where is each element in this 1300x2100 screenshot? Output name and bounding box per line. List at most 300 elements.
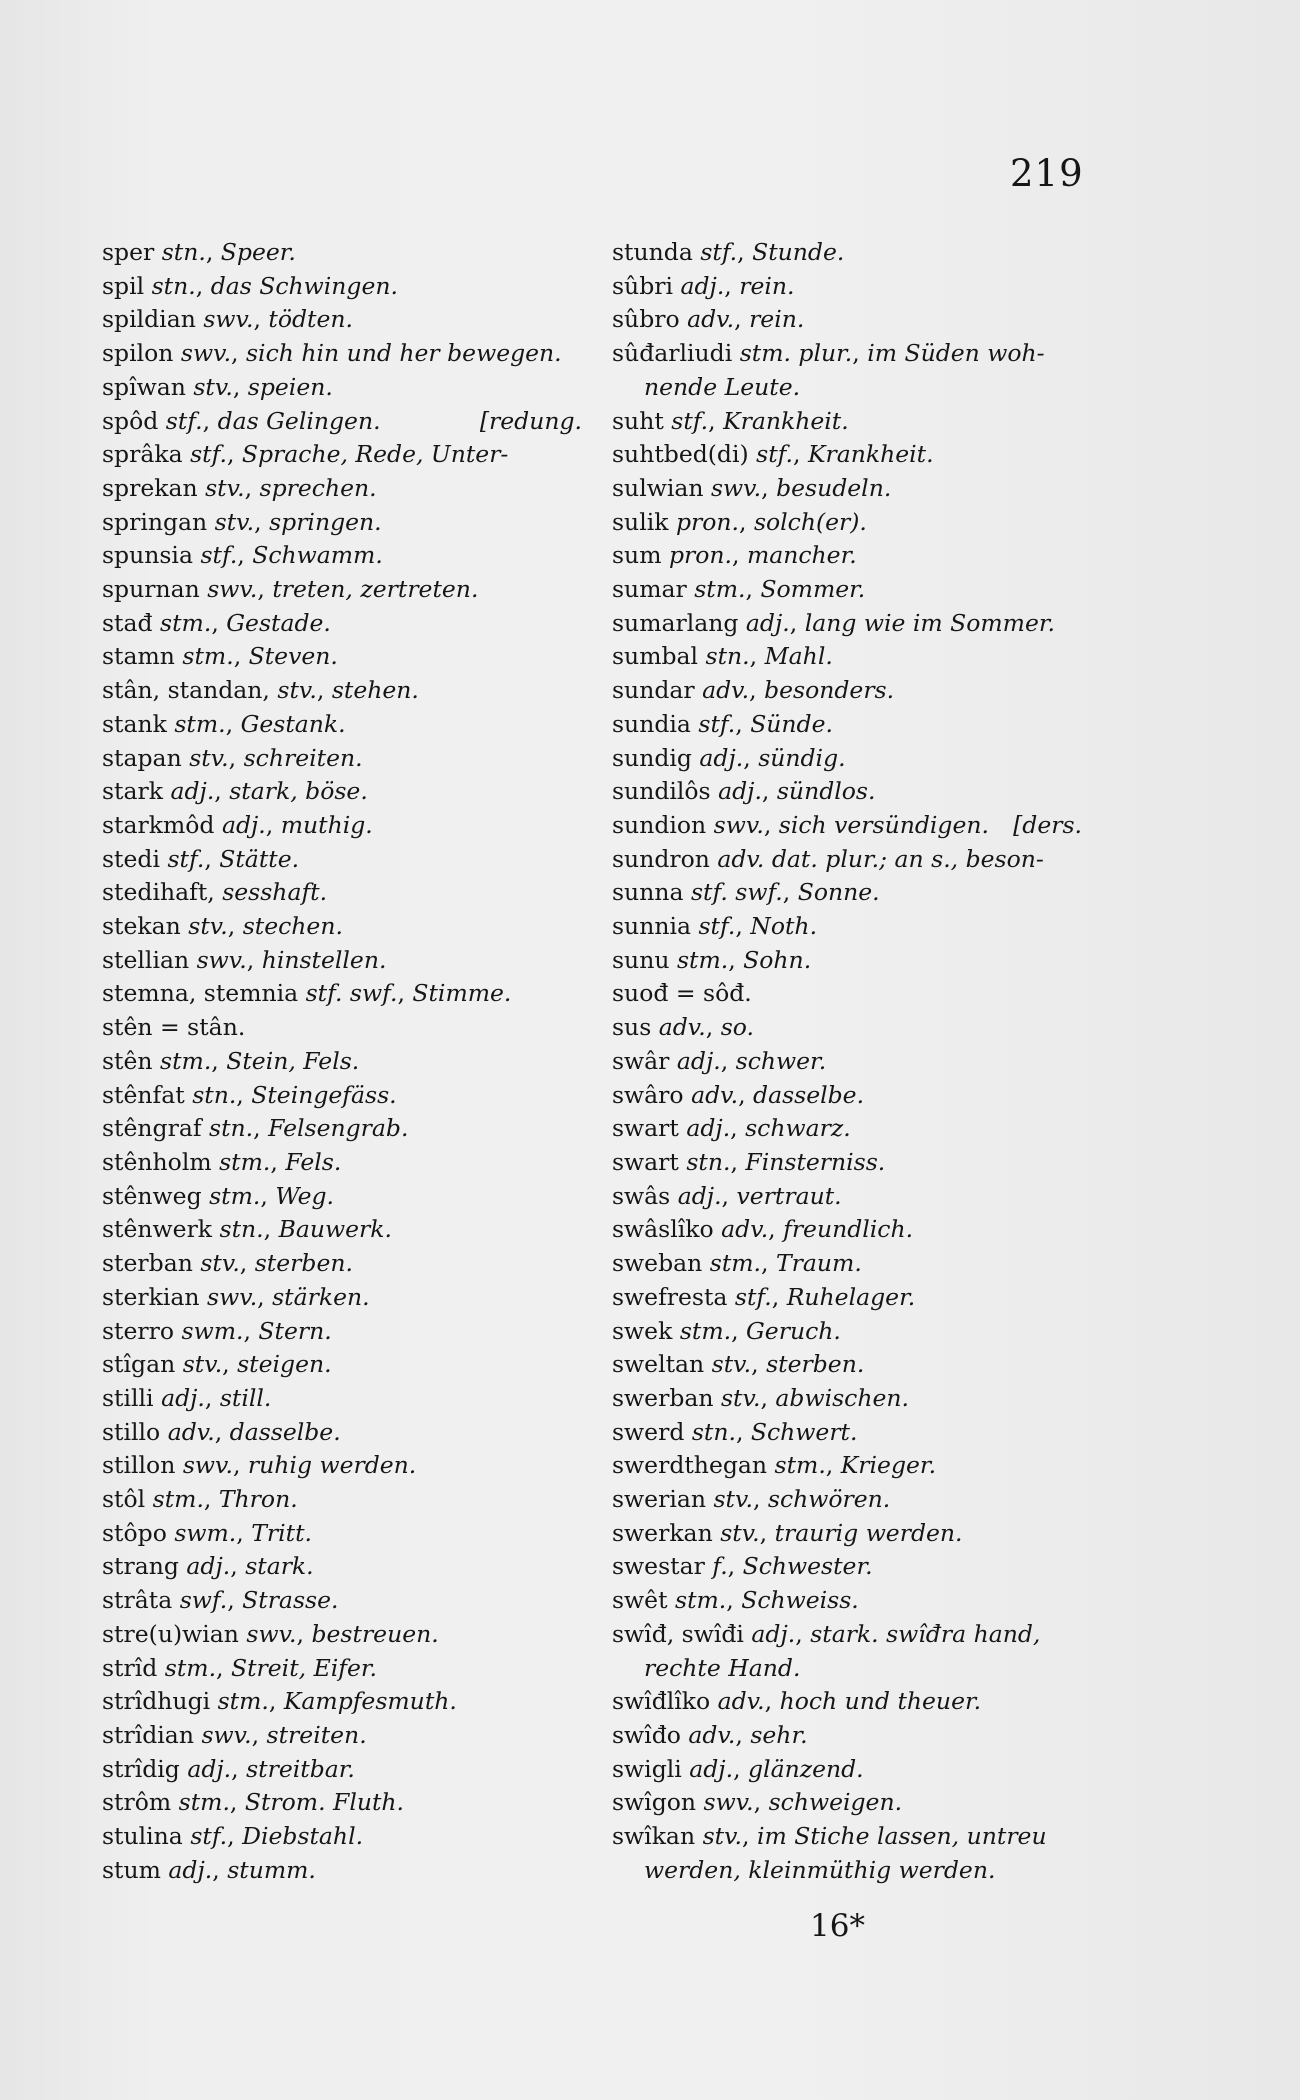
left-column [102, 236, 582, 1887]
entry-grammar: stf. [165, 406, 203, 435]
entry-headword: swart [612, 1114, 679, 1143]
entry-gloss: rein. [749, 305, 805, 334]
entry-gloss: freundlich. [783, 1215, 914, 1244]
entry-grammar: adj. [168, 1855, 213, 1884]
entry-headword: sundron [612, 844, 710, 873]
dictionary-entry: stân, standan, stv., stehen. [102, 676, 419, 705]
entry-headword: stên [102, 1046, 153, 1075]
entry-gloss: schwer. [735, 1046, 827, 1075]
entry-headword: sprâka [102, 440, 183, 469]
entry-gloss: Geruch. [746, 1316, 841, 1345]
entry-gloss: glänzend. [748, 1754, 864, 1783]
dictionary-entry: stênfat stn., Steingefäss. [102, 1080, 397, 1109]
dictionary-entry: spôd stf., das Gelingen. [redung. [102, 405, 582, 439]
dictionary-entry: spurnan swv., treten, zertreten. [102, 575, 479, 604]
entry-grammar: swv. [246, 1619, 297, 1648]
entry-grammar: stf. [190, 440, 227, 469]
entry-headword: sulik [612, 507, 669, 536]
entry-headword: stekan [102, 912, 181, 941]
entry-grammar: swv. [201, 1720, 252, 1749]
entry-headword: swîđo [612, 1720, 681, 1749]
entry-grammar: stf. [167, 844, 205, 873]
dictionary-entry: stark adj., stark, böse. [102, 777, 368, 806]
entry-grammar: adj. [187, 1754, 232, 1783]
entry-headword: stank [102, 709, 167, 738]
dictionary-entry: swâro adv., dasselbe. [612, 1080, 865, 1109]
entry-grammar: pron. [675, 507, 739, 536]
entry-grammar: stm. [160, 608, 212, 637]
dictionary-entry: stênholm stm., Fels. [102, 1147, 342, 1176]
entry-grammar: stv. [702, 1822, 743, 1851]
entry-grammar: swv. [207, 575, 258, 604]
entry-headword: stunda [612, 238, 693, 266]
dictionary-entry: sunu stm., Sohn. [612, 945, 812, 974]
dictionary-entry: sus adv., so. [612, 1013, 754, 1042]
printer-signature: 16* [810, 1908, 865, 1944]
dictionary-entry: swerban stv., abwischen. [612, 1383, 909, 1412]
entry-grammar: swv. [703, 1788, 754, 1817]
entry-gloss: Noth. [750, 912, 818, 941]
entry-headword: spunsia [102, 541, 193, 570]
entry-gloss: im Stiche lassen, untreu [756, 1822, 1047, 1851]
entry-headword: sumar [612, 575, 687, 604]
entry-gloss: schwarz. [745, 1114, 851, 1143]
entry-gloss: dasselbe. [753, 1080, 865, 1109]
entry-headword: sundig [612, 743, 692, 772]
dictionary-entry: sundig adj., sündig. [612, 743, 846, 772]
entry-headword: swêt [612, 1586, 668, 1615]
entry-gloss: treten, zertreten. [272, 575, 479, 604]
entry-grammar: stf. [734, 1282, 772, 1311]
dictionary-entry: sumbal stn., Mahl. [612, 642, 833, 671]
dictionary-entry: stôl stm., Thron. [102, 1485, 298, 1514]
dictionary-entry: stellian swv., hinstellen. [102, 945, 387, 974]
entry-headword: sus [612, 1013, 652, 1042]
entry-grammar: stf. swf. [305, 979, 398, 1008]
dictionary-entry: swigli adj., glänzend. [612, 1754, 864, 1783]
entry-grammar: adv. [687, 305, 735, 334]
entry-grammar: swv. [180, 339, 232, 368]
entry-headword: strôm [102, 1788, 172, 1817]
entry-gloss: Gestade. [226, 608, 331, 637]
entry-grammar: stv. [277, 676, 317, 705]
dictionary-entry: sterro swm., Stern. [102, 1316, 332, 1345]
entry-headword: spôd [102, 406, 159, 435]
entry-grammar: swm. [181, 1316, 244, 1345]
dictionary-entry: stum adj., stumm. [102, 1855, 316, 1884]
dictionary-entry: sûđarliudi stm. plur., im Süden woh- nende Leute. [612, 337, 1082, 404]
entry-gloss: Speer. [220, 238, 296, 266]
entry-grammar: adj. [677, 1181, 722, 1210]
entry-grammar: adj. [686, 1114, 731, 1143]
entry-headword: sprekan [102, 473, 198, 502]
entry-grammar: adj. [161, 1383, 205, 1412]
entry-grammar: adj. [680, 271, 725, 300]
entry-gloss: muthig. [280, 810, 373, 839]
entry-grammar: stm. [694, 575, 746, 604]
entry-headword: stênholm [102, 1147, 212, 1176]
dictionary-entry: stilli adj., still. [102, 1383, 272, 1412]
entry-grammar: swm. [174, 1518, 237, 1547]
entry-grammar: stm. [676, 945, 729, 974]
entry-headword: stedi [102, 844, 160, 873]
entry-grammar: stv. [189, 743, 229, 772]
entry-headword: sterro [102, 1316, 175, 1345]
entry-headword: sundia [612, 709, 691, 738]
entry-headword: swart [612, 1147, 679, 1176]
dictionary-entry: swêt stm., Schweiss. [612, 1586, 859, 1615]
entry-grammar: f. [712, 1552, 728, 1581]
entry-grammar: swv. [207, 1282, 258, 1311]
dictionary-entry: stênweg stm., Weg. [102, 1181, 334, 1210]
dictionary-entry: stemna, stemnia stf. swf., Stimme. [102, 979, 512, 1008]
entry-grammar: stf. [190, 1822, 228, 1851]
entry-headword: swerban [612, 1383, 714, 1412]
entry-gloss: Stein, Fels. [226, 1046, 360, 1075]
entry-headword: sundilôs [612, 777, 711, 806]
entry-headword: stillo [102, 1417, 161, 1446]
entry-headword: sundar [612, 676, 695, 705]
entry-grammar: adv. [688, 1720, 736, 1749]
entry-headword: stre(u)wian [102, 1619, 239, 1648]
entry-headword: swerkan [612, 1518, 713, 1547]
entry-headword: sulwian [612, 473, 704, 502]
entry-grammar: stv. [720, 1518, 760, 1547]
entry-grammar: stn. [219, 1215, 264, 1244]
entry-gloss: lang wie im Sommer. [804, 608, 1055, 637]
entry-grammar: adj. [676, 1046, 721, 1075]
entry-headword: stemna, stemnia [102, 979, 299, 1008]
dictionary-entry: strôm stm., Strom. Fluth. [102, 1788, 405, 1817]
entry-grammar: adj. [186, 1552, 231, 1581]
entry-gloss: ruhig werden. [247, 1451, 417, 1480]
entry-headword: sumarlang [612, 608, 739, 637]
entry-gloss: Bauwerk. [278, 1215, 392, 1244]
dictionary-entry: sper stn., Speer. [102, 238, 296, 266]
entry-grammar: stf. [200, 541, 238, 570]
entry-headword: stôpo [102, 1518, 167, 1547]
entry-gloss: schreiten. [243, 743, 363, 772]
dictionary-entry: strîdian swv., streiten. [102, 1720, 367, 1749]
entry-grammar: stn. [705, 642, 750, 671]
entry-grammar: adj. [718, 777, 762, 806]
dictionary-entry: swerd stn., Schwert. [612, 1417, 858, 1446]
dictionary-entry: swâr adj., schwer. [612, 1046, 827, 1075]
entry-grammar: swv. [203, 305, 254, 334]
entry-gloss: rein. [739, 271, 795, 300]
entry-headword: stellian [102, 945, 190, 974]
entry-gloss: Diebstahl. [242, 1822, 364, 1851]
entry-grammar: stv. [214, 507, 255, 536]
entry-grammar: stm. [679, 1316, 732, 1345]
entry-gloss: Strom. Fluth. [244, 1788, 405, 1817]
entry-headword: strîdian [102, 1720, 194, 1749]
page-number: 219 [1010, 152, 1084, 195]
entry-headword: spil [102, 271, 145, 300]
dictionary-entry: strang adj., stark. [102, 1552, 314, 1581]
entry-headword: stađ [102, 608, 153, 637]
entry-gloss: Felsengrab. [268, 1114, 409, 1143]
entry-gloss: speien. [247, 372, 333, 401]
entry-headword: spilon [102, 339, 174, 368]
entry-gloss: schwören. [767, 1485, 891, 1514]
entry-headword: suođ = sôđ. [612, 979, 752, 1008]
dictionary-entry: swâslîko adv., freundlich. [612, 1215, 914, 1244]
entry-gloss: sterben. [766, 1350, 865, 1379]
entry-headword: strîdig [102, 1754, 180, 1783]
entry-headword: strîdhugi [102, 1687, 211, 1716]
dictionary-entry: stîgan stv., steigen. [102, 1350, 332, 1379]
dictionary-entry: swâs adj., vertraut. [612, 1181, 842, 1210]
dictionary-entry: swîđo adv., sehr. [612, 1720, 808, 1749]
entry-headword: spîwan [102, 372, 186, 401]
entry-gloss: stechen. [242, 912, 343, 941]
entry-gloss: stark, böse. [229, 777, 368, 806]
entry-headword: stillon [102, 1451, 176, 1480]
entry-headword: sweban [612, 1249, 703, 1278]
entry-grammar: stm. [709, 1249, 762, 1278]
entry-grammar: stf. [671, 406, 709, 435]
entry-gloss: sterben. [254, 1249, 353, 1278]
entry-headword: swestar [612, 1552, 705, 1581]
entry-headword: sunnia [612, 912, 691, 941]
entry-headword: stulina [102, 1822, 183, 1851]
entry-gloss: besudeln. [776, 473, 892, 502]
entry-gloss-continued: nende Leute. [644, 372, 801, 401]
dictionary-entry: sprekan stv., sprechen. [102, 473, 377, 502]
entry-headword: swigli [612, 1754, 682, 1783]
dictionary-entry: stre(u)wian swv., bestreuen. [102, 1619, 439, 1648]
dictionary-entry: sundar adv., besonders. [612, 676, 895, 705]
entry-gloss: Krankheit. [807, 440, 934, 469]
entry-grammar: stv. [193, 372, 233, 401]
entry-gloss: still. [219, 1383, 272, 1412]
entry-gloss: ; an s., beson- [879, 844, 1044, 873]
entry-headword: stedihaft [102, 878, 208, 907]
entry-headword: stîgan [102, 1350, 176, 1379]
entry-headword: sûbri [612, 271, 673, 300]
entry-headword: strâta [102, 1586, 173, 1615]
entry-headword: swâro [612, 1080, 684, 1109]
entry-headword: swek [612, 1316, 673, 1345]
entry-grammar: adv. [721, 1215, 769, 1244]
dictionary-entry: sum pron., mancher. [612, 541, 857, 570]
entry-headword: stapan [102, 743, 182, 772]
entry-grammar: adv. [691, 1080, 739, 1109]
entry-headword: sper [102, 238, 155, 266]
entry-gloss: hoch und theuer. [779, 1687, 982, 1716]
entry-gloss: besonders. [764, 676, 895, 705]
entry-headword: stôl [102, 1485, 146, 1514]
entry-gloss: im Süden woh- [867, 339, 1045, 368]
entry-headword: sunna [612, 878, 684, 907]
entry-grammar: stm. [774, 1451, 826, 1480]
dictionary-entry: sweban stm., Traum. [612, 1249, 862, 1278]
entry-headword: sum [612, 541, 662, 570]
entry-gloss: Sünde. [750, 709, 833, 738]
entry-headword: stênfat [102, 1080, 185, 1109]
entry-gloss: sehr. [750, 1720, 808, 1749]
dictionary-entry: sunna stf. swf., Sonne. [612, 878, 880, 907]
dictionary-entry: sumarlang adj., lang wie im Sommer. [612, 608, 1055, 637]
entry-gloss: Mahl. [764, 642, 833, 671]
entry-gloss: das Schwingen. [210, 271, 398, 300]
entry-gloss: sich versündigen. [778, 810, 989, 839]
dictionary-entry: swefresta stf., Ruhelager. [612, 1282, 916, 1311]
entry-grammar: adv. [702, 676, 750, 705]
entry-gloss: Sprache, Rede, Unter- [241, 440, 509, 469]
dictionary-entry: swîkan stv., im Stiche lassen, untreu werden, kleinmüthig werden. [612, 1820, 1082, 1887]
entry-gloss: stark. [245, 1552, 314, 1581]
dictionary-entry: stamn stm., Steven. [102, 642, 338, 671]
entry-headword: swâslîko [612, 1215, 714, 1244]
entry-headword: springan [102, 507, 208, 536]
entry-gloss: bestreuen. [311, 1619, 439, 1648]
entry-gloss: Sohn. [743, 945, 812, 974]
entry-grammar: stv. [713, 1485, 753, 1514]
entry-gloss: Schwert. [750, 1417, 858, 1446]
entry-gloss: stumm. [227, 1855, 316, 1884]
dictionary-entry: swerdthegan stm., Krieger. [612, 1451, 937, 1480]
dictionary-entry: stillon swv., ruhig werden. [102, 1451, 417, 1480]
entry-headword: stum [102, 1855, 161, 1884]
entry-gloss: dasselbe. [229, 1417, 341, 1446]
dictionary-entry: swestar f., Schwester. [612, 1552, 873, 1581]
dictionary-entry: swerkan stv., traurig werden. [612, 1518, 963, 1547]
entry-grammar: stm. [219, 1147, 271, 1176]
entry-grammar: stv. [711, 1350, 752, 1379]
entry-gloss: traurig werden. [774, 1518, 963, 1547]
entry-grammar: stf. [756, 440, 793, 469]
entry-headword: stamn [102, 642, 175, 671]
entry-headword: swâr [612, 1046, 670, 1075]
entry-gloss: das Gelingen. [217, 406, 381, 435]
dictionary-entry: sûbro adv., rein. [612, 305, 805, 334]
entry-gloss: sprechen. [259, 473, 377, 502]
dictionary-entry: sundion swv., sich versündigen. [ders. [612, 809, 1082, 843]
entry-grammar: stm. [217, 1687, 269, 1716]
dictionary-entry: suhtbed(di) stf., Krankheit. [612, 440, 934, 469]
dictionary-entry: strîd stm., Streit, Eifer. [102, 1653, 377, 1682]
entry-grammar: stn. [161, 238, 206, 266]
dictionary-entry: stedi stf., Stätte. [102, 844, 300, 873]
entry-headword: swîđlîko [612, 1687, 711, 1716]
entry-grammar: stm. plur. [739, 339, 853, 368]
entry-grammar: swv. [182, 1451, 233, 1480]
dictionary-entry: stêngraf stn., Felsengrab. [102, 1114, 409, 1143]
dictionary-entry: spîwan stv., speien. [102, 372, 333, 401]
entry-headword: strîd [102, 1653, 158, 1682]
entry-grammar: adv. [717, 1687, 765, 1716]
entry-gloss: Ruhelager. [786, 1282, 916, 1311]
dictionary-entry: spunsia stf., Schwamm. [102, 541, 383, 570]
dictionary-entry: sunnia stf., Noth. [612, 912, 818, 941]
entry-headword: sunu [612, 945, 670, 974]
entry-gloss: Streit, Eifer. [231, 1653, 377, 1682]
dictionary-entry: sulik pron., solch(er). [612, 507, 867, 536]
dictionary-entry: strîdig adj., streitbar. [102, 1754, 355, 1783]
entry-gloss: sesshaft. [222, 878, 328, 907]
entry-gloss: solch(er). [753, 507, 867, 536]
entry-headword: swefresta [612, 1282, 728, 1311]
entry-gloss: Stätte. [219, 844, 300, 873]
entry-gloss: streitbar. [246, 1754, 355, 1783]
entry-gloss: Kampfesmuth. [283, 1687, 457, 1716]
entry-gloss: Tritt. [251, 1518, 312, 1547]
entry-gloss: Sommer. [760, 575, 866, 604]
entry-grammar: stv. [721, 1383, 761, 1412]
dictionary-entry: stekan stv., stechen. [102, 912, 343, 941]
dictionary-entry: stên stm., Stein, Fels. [102, 1046, 360, 1075]
entry-headword: sûbro [612, 305, 680, 334]
entry-headword: strang [102, 1552, 179, 1581]
entry-gloss: Krankheit. [723, 406, 849, 435]
entry-grammar: swv. [713, 810, 764, 839]
entry-grammar: adj. [689, 1754, 734, 1783]
entry-gloss: Schwamm. [252, 541, 383, 570]
dictionary-entry: stôpo swm., Tritt. [102, 1518, 312, 1547]
dictionary-entry: swart stn., Finsterniss. [612, 1147, 886, 1176]
entry-gloss: Traum. [775, 1249, 862, 1278]
entry-headword: stêngraf [102, 1114, 202, 1143]
entry-headword: starkmôd [102, 810, 215, 839]
dictionary-entry: sulwian swv., besudeln. [612, 473, 892, 502]
entry-grammar: adj. [751, 1619, 796, 1648]
entry-gloss: sündig. [758, 743, 846, 772]
entry-gloss: springen. [269, 507, 382, 536]
entry-gloss: hinstellen. [261, 945, 387, 974]
entry-gloss: tödten. [268, 305, 354, 334]
entry-gloss: Gestank. [240, 709, 346, 738]
entry-headword: swerian [612, 1485, 706, 1514]
entry-grammar: adj. [745, 608, 790, 637]
dictionary-entry: sterkian swv., stärken. [102, 1282, 370, 1311]
entry-gloss: stehen. [331, 676, 419, 705]
entry-grammar: pron. [668, 541, 732, 570]
entry-headword: sumbal [612, 642, 699, 671]
entry-grammar: swv. [710, 473, 762, 502]
dictionary-entry: sumar stm., Sommer. [612, 575, 866, 604]
entry-headword: stân, standan, [102, 676, 270, 705]
entry-grammar: stn. [151, 271, 196, 300]
entry-grammar: adj. [221, 810, 266, 839]
dictionary-entry: swîgon swv., schweigen. [612, 1788, 903, 1817]
entry-gloss: Weg. [275, 1181, 334, 1210]
entry-headword: stilli [102, 1383, 154, 1412]
dictionary-entry: sterban stv., sterben. [102, 1249, 353, 1278]
entry-headword: swerdthegan [612, 1451, 768, 1480]
entry-grammar: stm. [209, 1181, 261, 1210]
entry-gloss: sich hin und her bewegen. [246, 339, 562, 368]
entry-headword: stênweg [102, 1181, 202, 1210]
entry-grammar: stm. [178, 1788, 230, 1817]
entry-gloss-continued: rechte Hand. [644, 1653, 801, 1682]
entry-gloss: sündlos. [776, 777, 876, 806]
entry-grammar: swv. [196, 945, 247, 974]
dictionary-entry: spilon swv., sich hin und her bewegen. [102, 339, 562, 368]
entry-gloss: Schwester. [742, 1552, 873, 1581]
entry-gloss: Steven. [248, 642, 338, 671]
entry-headword: swerd [612, 1417, 685, 1446]
entry-gloss: so. [720, 1013, 754, 1042]
entry-gloss: schweigen. [768, 1788, 903, 1817]
right-column [612, 236, 1082, 1887]
dictionary-entry: sweltan stv., sterben. [612, 1350, 865, 1379]
entry-continuation: [ders. [1013, 810, 1082, 839]
entry-gloss: Steingefäss. [251, 1080, 397, 1109]
entry-grammar: stf. [698, 912, 736, 941]
entry-headword: swâs [612, 1181, 671, 1210]
